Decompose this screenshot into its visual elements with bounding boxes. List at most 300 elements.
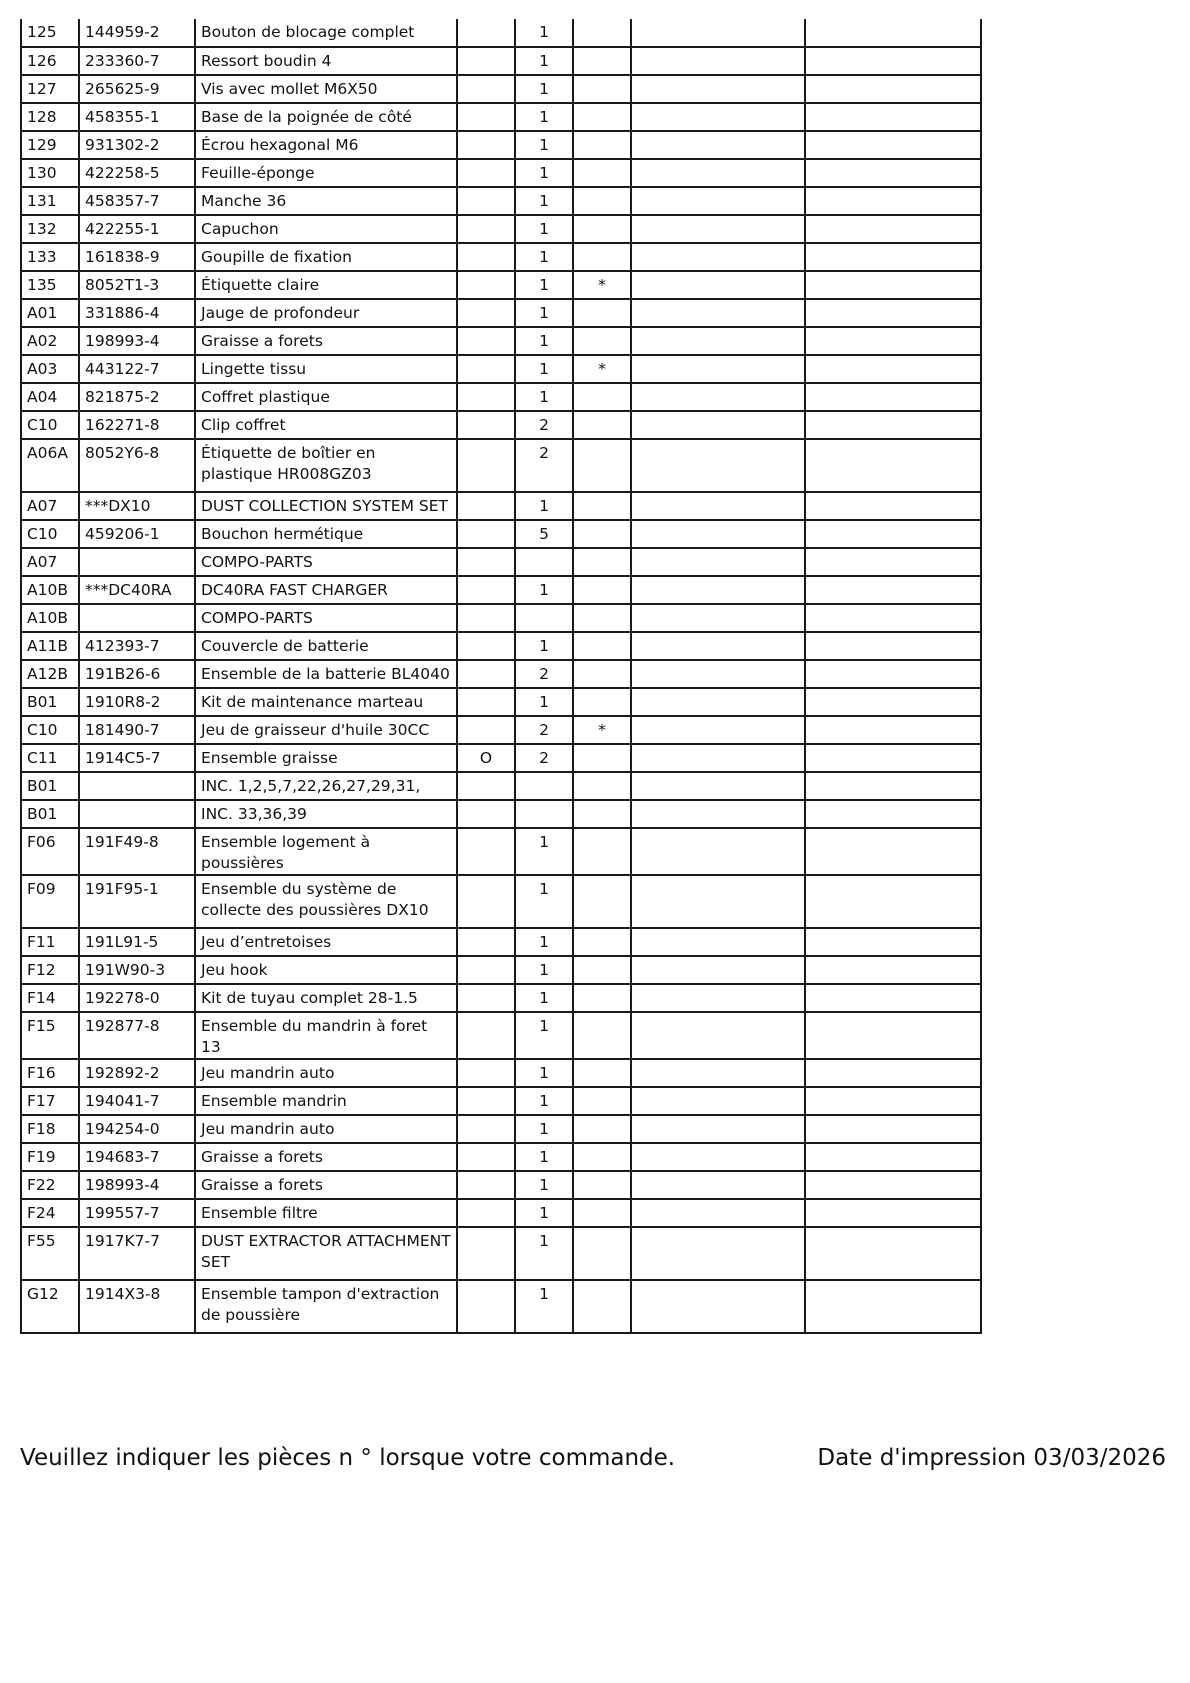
table-row (21, 1171, 981, 1199)
description-cell: Ensemble de la batterie BL4040 (195, 660, 457, 688)
quantity-cell: 1 (515, 1280, 573, 1333)
note-cell (573, 744, 631, 772)
part-number-cell: 144959-2 (79, 19, 195, 47)
empty-cell (805, 1115, 981, 1143)
note-cell (573, 1087, 631, 1115)
option-cell (457, 1227, 515, 1280)
ref-cell: B01 (21, 800, 79, 828)
note-cell (573, 243, 631, 271)
empty-cell (805, 411, 981, 439)
table-row (21, 632, 981, 660)
quantity-cell: 1 (515, 131, 573, 159)
description-cell: Kit de maintenance marteau (195, 688, 457, 716)
option-cell (457, 243, 515, 271)
part-number-cell: 192892-2 (79, 1059, 195, 1087)
quantity-cell: 1 (515, 492, 573, 520)
empty-cell (805, 800, 981, 828)
part-number-cell: 192877-8 (79, 1012, 195, 1059)
empty-cell (805, 660, 981, 688)
note-cell (573, 875, 631, 928)
option-cell (457, 828, 515, 875)
ref-cell: C10 (21, 520, 79, 548)
note-cell (573, 956, 631, 984)
description-cell: Couvercle de batterie (195, 632, 457, 660)
part-number-cell: 192278-0 (79, 984, 195, 1012)
option-cell (457, 688, 515, 716)
ref-cell: F11 (21, 928, 79, 956)
empty-cell (631, 1227, 805, 1280)
ref-cell: F17 (21, 1087, 79, 1115)
empty-cell (805, 828, 981, 875)
empty-cell (805, 1227, 981, 1280)
part-number-cell: 162271-8 (79, 411, 195, 439)
note-cell (573, 411, 631, 439)
note-cell (573, 215, 631, 243)
part-number-cell: 8052T1-3 (79, 271, 195, 299)
order-instruction: Veuillez indiquer les pièces n ° lorsque votre commande. (20, 1445, 676, 1471)
table-row (21, 1115, 981, 1143)
option-cell (457, 772, 515, 800)
empty-cell (805, 1059, 981, 1087)
description-cell: Ensemble tampon d'extraction de poussière (195, 1280, 457, 1333)
description-cell: Goupille de fixation (195, 243, 457, 271)
table-row (21, 103, 981, 131)
table-row (21, 828, 981, 875)
description-cell: Graisse a forets (195, 1171, 457, 1199)
part-number-cell: 931302-2 (79, 131, 195, 159)
table-row (21, 772, 981, 800)
quantity-cell: 1 (515, 875, 573, 928)
quantity-cell (515, 604, 573, 632)
quantity-cell: 1 (515, 47, 573, 75)
empty-cell (805, 243, 981, 271)
ref-cell: F16 (21, 1059, 79, 1087)
description-cell: Ressort boudin 4 (195, 47, 457, 75)
quantity-cell: 2 (515, 716, 573, 744)
quantity-cell (515, 548, 573, 576)
ref-cell: G12 (21, 1280, 79, 1333)
empty-cell (631, 75, 805, 103)
part-number-cell: 1917K7-7 (79, 1227, 195, 1280)
empty-cell (805, 1012, 981, 1059)
table-row (21, 159, 981, 187)
part-number-cell: 459206-1 (79, 520, 195, 548)
quantity-cell: 2 (515, 439, 573, 492)
table-row (21, 875, 981, 928)
ref-cell: A06A (21, 439, 79, 492)
table-row (21, 299, 981, 327)
note-cell (573, 103, 631, 131)
option-cell (457, 928, 515, 956)
quantity-cell: 1 (515, 984, 573, 1012)
table-row (21, 1059, 981, 1087)
description-cell: Étiquette de boîtier en plastique HR008GZ03 (195, 439, 457, 492)
empty-cell (631, 103, 805, 131)
empty-cell (631, 604, 805, 632)
description-cell: Jeu de graisseur d'huile 30CC (195, 716, 457, 744)
empty-cell (805, 520, 981, 548)
option-cell (457, 604, 515, 632)
part-number-cell: 458355-1 (79, 103, 195, 131)
quantity-cell: 1 (515, 828, 573, 875)
part-number-cell: 198993-4 (79, 1171, 195, 1199)
ref-cell: F19 (21, 1143, 79, 1171)
empty-cell (631, 271, 805, 299)
empty-cell (805, 159, 981, 187)
description-cell: Capuchon (195, 215, 457, 243)
note-cell (573, 1143, 631, 1171)
option-cell (457, 660, 515, 688)
table-row (21, 383, 981, 411)
note-cell (573, 632, 631, 660)
description-cell: INC. 33,36,39 (195, 800, 457, 828)
empty-cell (805, 271, 981, 299)
note-cell (573, 928, 631, 956)
note-cell (573, 1280, 631, 1333)
description-cell: Ensemble du mandrin à foret 13 (195, 1012, 457, 1059)
part-number-cell: 821875-2 (79, 383, 195, 411)
table-row (21, 520, 981, 548)
option-cell (457, 956, 515, 984)
empty-cell (805, 439, 981, 492)
empty-cell (631, 19, 805, 47)
note-cell (573, 1199, 631, 1227)
parts-table-body (21, 19, 981, 1333)
note-cell (573, 1171, 631, 1199)
empty-cell (631, 355, 805, 383)
option-cell (457, 632, 515, 660)
empty-cell (631, 828, 805, 875)
part-number-cell (79, 800, 195, 828)
table-row (21, 548, 981, 576)
option-cell (457, 103, 515, 131)
empty-cell (631, 215, 805, 243)
description-cell: Jeu d’entretoises (195, 928, 457, 956)
ref-cell: A07 (21, 492, 79, 520)
ref-cell: 126 (21, 47, 79, 75)
ref-cell: 135 (21, 271, 79, 299)
option-cell (457, 1012, 515, 1059)
note-cell (573, 688, 631, 716)
part-number-cell: 181490-7 (79, 716, 195, 744)
part-number-cell: 199557-7 (79, 1199, 195, 1227)
note-cell (573, 492, 631, 520)
option-cell (457, 576, 515, 604)
table-row (21, 984, 981, 1012)
parts-table (20, 19, 982, 1334)
empty-cell (805, 19, 981, 47)
empty-cell (631, 1087, 805, 1115)
part-number-cell: 191F49-8 (79, 828, 195, 875)
ref-cell: F55 (21, 1227, 79, 1280)
empty-cell (631, 688, 805, 716)
ref-cell: A04 (21, 383, 79, 411)
description-cell: Graisse a forets (195, 327, 457, 355)
ref-cell: A10B (21, 604, 79, 632)
table-row (21, 243, 981, 271)
part-number-cell: 191B26-6 (79, 660, 195, 688)
part-number-cell: 422258-5 (79, 159, 195, 187)
ref-cell: A07 (21, 548, 79, 576)
description-cell: DUST COLLECTION SYSTEM SET (195, 492, 457, 520)
note-cell: * (573, 271, 631, 299)
note-cell (573, 439, 631, 492)
empty-cell (631, 159, 805, 187)
quantity-cell: 1 (515, 187, 573, 215)
option-cell (457, 1143, 515, 1171)
description-cell: Graisse a forets (195, 1143, 457, 1171)
note-cell (573, 772, 631, 800)
empty-cell (631, 1059, 805, 1087)
ref-cell: A11B (21, 632, 79, 660)
empty-cell (631, 439, 805, 492)
quantity-cell: 1 (515, 103, 573, 131)
empty-cell (631, 800, 805, 828)
ref-cell: A10B (21, 576, 79, 604)
empty-cell (805, 327, 981, 355)
ref-cell: C11 (21, 744, 79, 772)
ref-cell: 132 (21, 215, 79, 243)
note-cell (573, 800, 631, 828)
option-cell (457, 716, 515, 744)
empty-cell (631, 632, 805, 660)
table-row (21, 131, 981, 159)
quantity-cell: 1 (515, 75, 573, 103)
empty-cell (805, 383, 981, 411)
empty-cell (631, 744, 805, 772)
quantity-cell: 1 (515, 1115, 573, 1143)
option-cell (457, 215, 515, 243)
empty-cell (805, 1171, 981, 1199)
quantity-cell: 1 (515, 159, 573, 187)
empty-cell (805, 716, 981, 744)
ref-cell: F18 (21, 1115, 79, 1143)
part-number-cell: 198993-4 (79, 327, 195, 355)
ref-cell: 128 (21, 103, 79, 131)
table-row (21, 1227, 981, 1280)
ref-cell: F22 (21, 1171, 79, 1199)
empty-cell (805, 75, 981, 103)
description-cell: Jeu hook (195, 956, 457, 984)
part-number-cell: 265625-9 (79, 75, 195, 103)
part-number-cell: 443122-7 (79, 355, 195, 383)
option-cell: O (457, 744, 515, 772)
part-number-cell: 161838-9 (79, 243, 195, 271)
quantity-cell: 1 (515, 355, 573, 383)
ref-cell: C10 (21, 411, 79, 439)
part-number-cell (79, 772, 195, 800)
empty-cell (631, 243, 805, 271)
option-cell (457, 299, 515, 327)
part-number-cell: 412393-7 (79, 632, 195, 660)
table-row (21, 1199, 981, 1227)
option-cell (457, 327, 515, 355)
quantity-cell: 1 (515, 1059, 573, 1087)
ref-cell: B01 (21, 772, 79, 800)
quantity-cell: 2 (515, 411, 573, 439)
note-cell (573, 131, 631, 159)
description-cell: Vis avec mollet M6X50 (195, 75, 457, 103)
quantity-cell: 1 (515, 688, 573, 716)
ref-cell: F12 (21, 956, 79, 984)
note-cell (573, 576, 631, 604)
empty-cell (631, 928, 805, 956)
quantity-cell (515, 772, 573, 800)
empty-cell (631, 984, 805, 1012)
table-row (21, 19, 981, 47)
empty-cell (805, 875, 981, 928)
part-number-cell: 194683-7 (79, 1143, 195, 1171)
part-number-cell: ***DX10 (79, 492, 195, 520)
table-row (21, 187, 981, 215)
empty-cell (631, 299, 805, 327)
quantity-cell: 1 (515, 271, 573, 299)
empty-cell (631, 1199, 805, 1227)
note-cell (573, 19, 631, 47)
note-cell (573, 299, 631, 327)
table-row (21, 956, 981, 984)
table-row (21, 660, 981, 688)
empty-cell (631, 492, 805, 520)
quantity-cell: 1 (515, 1087, 573, 1115)
description-cell: INC. 1,2,5,7,22,26,27,29,31, (195, 772, 457, 800)
empty-cell (805, 103, 981, 131)
empty-cell (805, 1199, 981, 1227)
note-cell (573, 660, 631, 688)
note-cell (573, 1059, 631, 1087)
description-cell: Étiquette claire (195, 271, 457, 299)
option-cell (457, 439, 515, 492)
quantity-cell (515, 800, 573, 828)
ref-cell: B01 (21, 688, 79, 716)
table-row (21, 411, 981, 439)
option-cell (457, 1087, 515, 1115)
description-cell: DC40RA FAST CHARGER (195, 576, 457, 604)
ref-cell: F15 (21, 1012, 79, 1059)
quantity-cell: 1 (515, 928, 573, 956)
ref-cell: F09 (21, 875, 79, 928)
note-cell (573, 1012, 631, 1059)
quantity-cell: 1 (515, 632, 573, 660)
option-cell (457, 1280, 515, 1333)
empty-cell (805, 744, 981, 772)
empty-cell (631, 47, 805, 75)
quantity-cell: 1 (515, 327, 573, 355)
empty-cell (631, 1143, 805, 1171)
description-cell: Feuille-éponge (195, 159, 457, 187)
option-cell (457, 1115, 515, 1143)
description-cell: Jauge de profondeur (195, 299, 457, 327)
empty-cell (631, 131, 805, 159)
note-cell (573, 520, 631, 548)
table-row (21, 492, 981, 520)
part-number-cell: 1910R8-2 (79, 688, 195, 716)
description-cell: Bouton de blocage complet (195, 19, 457, 47)
part-number-cell (79, 548, 195, 576)
note-cell (573, 1227, 631, 1280)
description-cell: Clip coffret (195, 411, 457, 439)
empty-cell (805, 187, 981, 215)
part-number-cell: 458357-7 (79, 187, 195, 215)
option-cell (457, 520, 515, 548)
print-date: Date d'impression 03/03/2026 (817, 1445, 1166, 1471)
description-cell: COMPO-PARTS (195, 548, 457, 576)
table-row (21, 439, 981, 492)
empty-cell (805, 131, 981, 159)
empty-cell (805, 632, 981, 660)
table-row (21, 744, 981, 772)
ref-cell: A12B (21, 660, 79, 688)
note-cell (573, 327, 631, 355)
option-cell (457, 411, 515, 439)
empty-cell (631, 411, 805, 439)
ref-cell: A02 (21, 327, 79, 355)
table-row (21, 1143, 981, 1171)
quantity-cell: 1 (515, 1199, 573, 1227)
ref-cell: 127 (21, 75, 79, 103)
part-number-cell: 8052Y6-8 (79, 439, 195, 492)
option-cell (457, 548, 515, 576)
quantity-cell: 1 (515, 576, 573, 604)
note-cell (573, 548, 631, 576)
ref-cell: F24 (21, 1199, 79, 1227)
empty-cell (805, 47, 981, 75)
empty-cell (631, 1115, 805, 1143)
part-number-cell: 194254-0 (79, 1115, 195, 1143)
quantity-cell: 1 (515, 1227, 573, 1280)
ref-cell: 131 (21, 187, 79, 215)
part-number-cell: ***DC40RA (79, 576, 195, 604)
part-number-cell (79, 604, 195, 632)
quantity-cell: 1 (515, 1012, 573, 1059)
quantity-cell: 1 (515, 956, 573, 984)
empty-cell (631, 660, 805, 688)
description-cell: Bouchon hermétique (195, 520, 457, 548)
empty-cell (631, 875, 805, 928)
description-cell: Kit de tuyau complet 28-1.5 (195, 984, 457, 1012)
ref-cell: 129 (21, 131, 79, 159)
empty-cell (805, 956, 981, 984)
quantity-cell: 1 (515, 1171, 573, 1199)
empty-cell (631, 772, 805, 800)
option-cell (457, 271, 515, 299)
description-cell: Ensemble filtre (195, 1199, 457, 1227)
ref-cell: 130 (21, 159, 79, 187)
part-number-cell: 191F95-1 (79, 875, 195, 928)
empty-cell (805, 548, 981, 576)
description-cell: Écrou hexagonal M6 (195, 131, 457, 159)
quantity-cell: 1 (515, 215, 573, 243)
table-row (21, 47, 981, 75)
table-row (21, 800, 981, 828)
note-cell (573, 75, 631, 103)
quantity-cell: 2 (515, 744, 573, 772)
table-row (21, 604, 981, 632)
ref-cell: 125 (21, 19, 79, 47)
note-cell (573, 47, 631, 75)
option-cell (457, 1171, 515, 1199)
empty-cell (631, 1280, 805, 1333)
empty-cell (631, 383, 805, 411)
empty-cell (805, 299, 981, 327)
table-row (21, 271, 981, 299)
empty-cell (631, 1012, 805, 1059)
option-cell (457, 131, 515, 159)
empty-cell (631, 327, 805, 355)
note-cell (573, 984, 631, 1012)
empty-cell (631, 187, 805, 215)
option-cell (457, 984, 515, 1012)
